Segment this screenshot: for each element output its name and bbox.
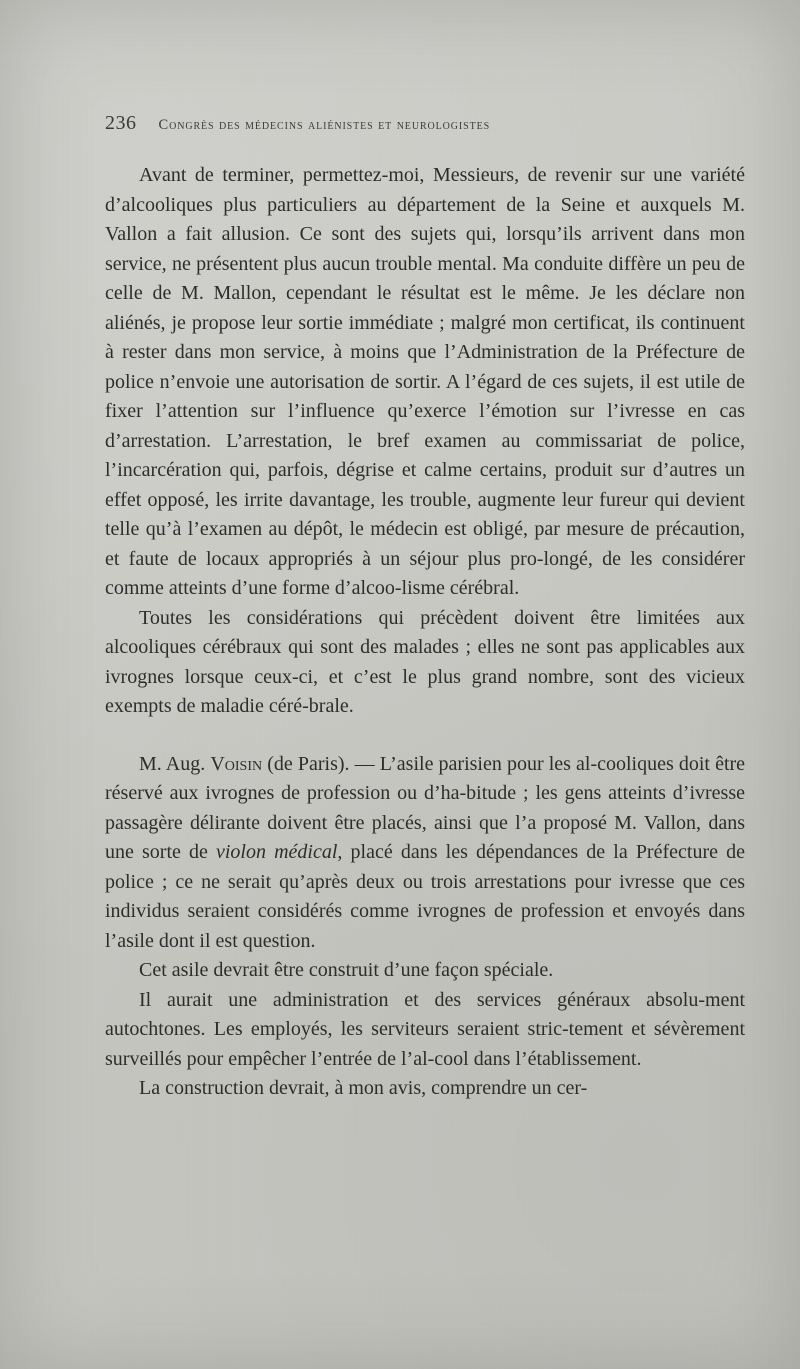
- page-content: [105, 112, 745, 1104]
- paragraph: Avant de terminer, permettez-moi, Messieurs, de revenir sur une variété d’alcooliques plus particuliers au département de la Seine et auxquels M. Vallon a fait allusion. Ce sont des sujets qui, lorsqu’ils arrivent dans mon service, ne présentent plus aucun trouble mental. Ma conduite diffère un peu de celle de M. Mallon, cependant le résultat est le même. Je les déclare non aliénés, je propose leur sortie immédiate ; malgré mon certificat, ils continuent à rester dans mon service, à moins que l’Administration de la Préfecture de police n’envoie une autorisation de sortir. A l’égard de ces sujets, il est utile de fixer l’attention sur l’influence qu’exerce l’émotion sur l’ivresse en cas d’arrestation. L’arrestation, le bref examen au commissariat de police, l’incarcération qui, parfois, dégrise et calme certains, produit sur d’autres un effet opposé, les irrite davantage, les trouble, augmente leur fureur qui devient telle qu’à l’examen au dépôt, le médecin est obligé, par mesure de précaution, et faute de locaux appropriés à un séjour plus pro-longé, de les considérer comme atteints d’une forme d’alcoo-lisme cérébral.: [105, 164, 745, 599]
- italic-term: violon médical: [216, 841, 338, 863]
- speech-text-part-2: , placé dans les dépendances de la Préfecture de police ; ce ne serait qu’après deux ou trois arrestations pour ivresse que ces individus seraient considérés comme ivrognes de profession et envoyés dans l’asile dont il est question.: [105, 841, 745, 952]
- paragraph: Il aurait une administration et des services généraux absolu-ment autochtones. Les employés, les serviteurs seraient stric-tement et sévèrement surveillés pour empêcher l’entrée de l’al-cool dans l’établissement.: [105, 988, 745, 1070]
- speaker-name: Voisin: [210, 752, 263, 775]
- running-head-title: congrès des médecins aliénistes et neurologistes: [158, 117, 491, 133]
- paragraph: Cet asile devrait être construit d’une façon spéciale.: [139, 959, 554, 981]
- page-number: 236: [105, 112, 137, 134]
- speech-paragraph: [105, 750, 745, 957]
- em-dash: —: [354, 752, 375, 775]
- paragraph: La construction devrait, à mon avis, comprendre un cer-: [139, 1077, 588, 1099]
- speaker-prefix: M. Aug.: [139, 752, 206, 775]
- running-head: [105, 112, 745, 135]
- paragraph: Toutes les considérations qui précèdent doivent être limitées aux alcooliques cérébraux qui sont des malades ; elles ne sont pas applicables aux ivrognes lorsque ceux-ci, et c’est le plus grand nombre, sont des vicieux exempts de maladie céré-brale.: [105, 606, 745, 717]
- speaker-affiliation: (de Paris).: [267, 752, 350, 775]
- speech-text-part-1: L’asile parisien pour les al-cooliques doit être réservé aux ivrognes de profession ou d’ha-bitude ; les gens atteints d’ivresse passagère délirante doivent être placés, ainsi que l’a proposé M. Vallon, dans une sorte de: [105, 752, 746, 863]
